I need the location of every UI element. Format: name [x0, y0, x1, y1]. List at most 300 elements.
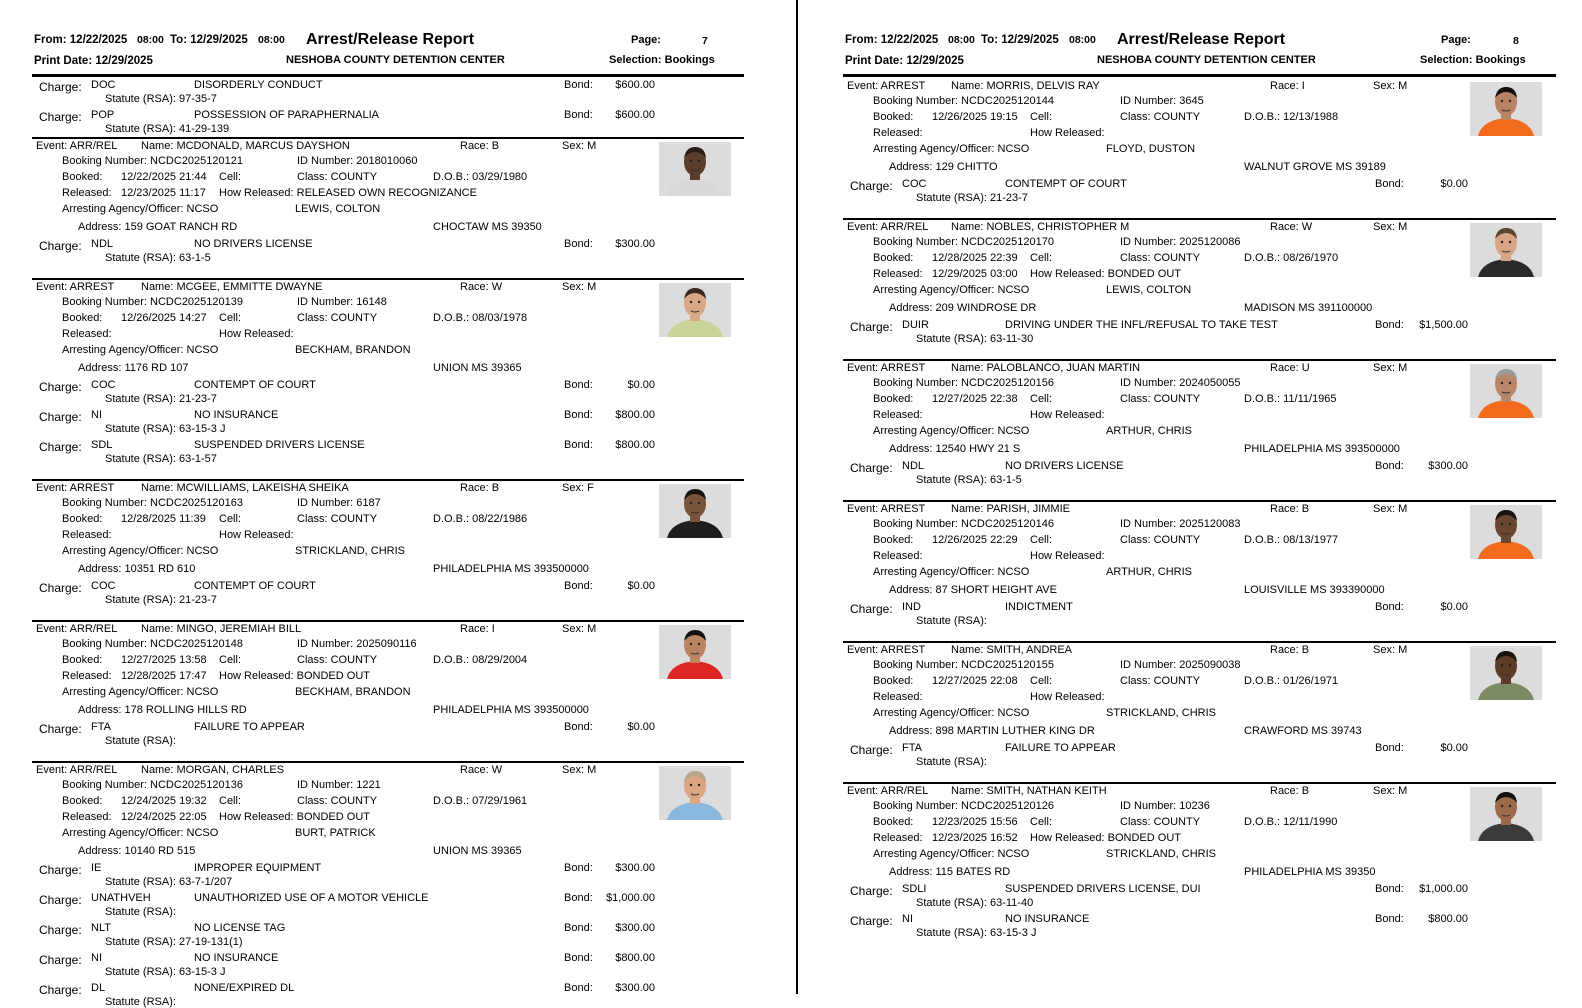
cell: Cell: — [219, 654, 242, 666]
charge-code: DL — [91, 982, 106, 994]
bond-amount: $300.00 — [615, 862, 655, 874]
charge-description: NO DRIVERS LICENSE — [194, 238, 313, 250]
booking-photo — [659, 766, 731, 820]
race: Race: I — [1270, 80, 1305, 92]
how-released: How Released: — [219, 529, 294, 541]
booking-number: Booking Number: NCDC2025120126 — [873, 800, 1054, 812]
report-to-time: 08:00 — [258, 34, 285, 46]
charge-description: NO INSURANCE — [194, 409, 279, 421]
charge-label: Charge: — [39, 380, 82, 394]
arresting-agency: Arresting Agency/Officer: NCSO — [62, 344, 219, 356]
bond-amount: $800.00 — [615, 952, 655, 964]
sex: Sex: F — [562, 482, 594, 494]
charge-description: FAILURE TO APPEAR — [194, 721, 305, 733]
bond-label: Bond: — [564, 862, 593, 874]
how-released: How Released: BONDED OUT — [219, 670, 370, 682]
class: Class: COUNTY — [1120, 816, 1201, 828]
arresting-officer: STRICKLAND, CHRIS — [295, 545, 406, 557]
charge-description: SUSPENDED DRIVERS LICENSE, DUI — [1005, 883, 1201, 895]
id-number: ID Number: 1221 — [297, 779, 381, 791]
arresting-officer: BECKHAM, BRANDON — [295, 344, 411, 356]
cell: Cell: — [219, 171, 242, 183]
record-separator — [843, 359, 1556, 361]
bond-amount: $0.00 — [1440, 601, 1468, 613]
sex: Sex: M — [1373, 644, 1408, 656]
booked-value: 12/28/2025 22:39 — [932, 252, 1018, 264]
print-date: Print Date: 12/29/2025 — [34, 55, 153, 67]
address: Address: 87 SHORT HEIGHT AVE — [889, 584, 1057, 596]
city-state-zip: WALNUT GROVE MS 39189 — [1244, 161, 1386, 173]
inmate-name: Name: MCWILLIAMS, LAKEISHA SHEIKA — [141, 482, 349, 494]
arresting-officer: STRICKLAND, CHRIS — [1106, 707, 1217, 719]
bond-amount: $0.00 — [627, 580, 655, 592]
id-number: ID Number: 2025120083 — [1120, 518, 1241, 530]
statute: Statute (RSA): 63-7-1/207 — [105, 876, 233, 888]
bond-label: Bond: — [1375, 742, 1404, 754]
city-state-zip: PHILADELPHIA MS 393500000 — [433, 704, 589, 716]
event-type: Event: ARR/REL — [847, 785, 929, 797]
charge-code: NI — [91, 409, 102, 421]
inmate-name: Name: MORRIS, DELVIS RAY — [951, 80, 1100, 92]
city-state-zip: CRAWFORD MS 39743 — [1244, 725, 1362, 737]
charge-code: COC — [91, 580, 116, 592]
statute: Statute (RSA): 21-23-7 — [105, 594, 217, 606]
dob: D.O.B.: 12/13/1988 — [1244, 111, 1339, 123]
race: Race: U — [1270, 362, 1310, 374]
charge-description: NO INSURANCE — [1005, 913, 1090, 925]
bond-amount: $0.00 — [627, 379, 655, 391]
bond-label: Bond: — [564, 238, 593, 250]
statute: Statute (RSA): — [105, 996, 176, 1008]
bond-amount: $300.00 — [615, 238, 655, 250]
booked-label: Booked: — [873, 534, 914, 546]
booked-label: Booked: — [873, 252, 914, 264]
charge-code: DUIR — [902, 319, 929, 331]
bond-amount: $800.00 — [1428, 913, 1468, 925]
charge-label: Charge: — [39, 581, 82, 595]
released-value: 12/23/2025 11:17 — [121, 187, 206, 199]
dob: D.O.B.: 01/26/1971 — [1244, 675, 1339, 687]
bond-amount: $800.00 — [615, 409, 655, 421]
booked-label: Booked: — [62, 312, 103, 324]
charge-description: CONTEMPT OF COURT — [1005, 178, 1127, 190]
charge-label: Charge: — [850, 179, 893, 193]
released-label: Released: — [873, 409, 923, 421]
statute: Statute (RSA): 63-1-57 — [105, 453, 217, 465]
id-number: ID Number: 16148 — [297, 296, 387, 308]
page-number: 8 — [1513, 35, 1519, 47]
bond-label: Bond: — [564, 109, 593, 121]
released-value: 12/28/2025 17:47 — [121, 670, 207, 682]
arresting-agency: Arresting Agency/Officer: NCSO — [873, 848, 1030, 860]
booked-value: 12/26/2025 22:29 — [932, 534, 1018, 546]
bond-amount: $1,000.00 — [1419, 883, 1468, 895]
booking-number: Booking Number: NCDC2025120163 — [62, 497, 243, 509]
bond-label: Bond: — [1375, 319, 1404, 331]
record-separator — [843, 500, 1556, 502]
id-number: ID Number: 6187 — [297, 497, 381, 509]
bond-label: Bond: — [564, 379, 593, 391]
charge-label: Charge: — [39, 80, 82, 94]
statute: Statute (RSA): 63-11-30 — [916, 333, 1034, 345]
how-released: How Released: — [219, 328, 294, 340]
event-type: Event: ARR/REL — [36, 623, 118, 635]
city-state-zip: CHOCTAW MS 39350 — [433, 221, 542, 233]
charge-label: Charge: — [39, 863, 82, 877]
city-state-zip: UNION MS 39365 — [433, 845, 522, 857]
charge-description: INDICTMENT — [1005, 601, 1073, 613]
charge-code: IND — [902, 601, 921, 613]
charge-label: Charge: — [850, 461, 893, 475]
booking-number: Booking Number: NCDC2025120148 — [62, 638, 243, 650]
race: Race: W — [460, 281, 503, 293]
booking-photo — [1470, 505, 1542, 559]
dob: D.O.B.: 08/03/1978 — [433, 312, 528, 324]
city-state-zip: MADISON MS 391100000 — [1244, 302, 1373, 314]
booking-photo — [1470, 787, 1542, 841]
race: Race: W — [1270, 221, 1313, 233]
inmate-name: Name: NOBLES, CHRISTOPHER M — [951, 221, 1130, 233]
record-separator — [32, 278, 744, 280]
arresting-agency: Arresting Agency/Officer: NCSO — [873, 707, 1030, 719]
bond-amount: $0.00 — [1440, 178, 1468, 190]
booked-label: Booked: — [873, 111, 914, 123]
page-label: Page: — [631, 34, 661, 46]
booking-number: Booking Number: NCDC2025120170 — [873, 236, 1054, 248]
report-from-time: 08:00 — [137, 34, 164, 46]
statute: Statute (RSA): 21-23-7 — [105, 393, 217, 405]
charge-code: NI — [91, 952, 102, 964]
bond-amount: $800.00 — [615, 439, 655, 451]
city-state-zip: UNION MS 39365 — [433, 362, 522, 374]
arresting-officer: LEWIS, COLTON — [1106, 284, 1192, 296]
bond-label: Bond: — [564, 952, 593, 964]
charge-label: Charge: — [39, 893, 82, 907]
arresting-officer: BECKHAM, BRANDON — [295, 686, 411, 698]
race: Race: I — [460, 623, 495, 635]
cell: Cell: — [219, 312, 242, 324]
booking-number: Booking Number: NCDC2025120156 — [873, 377, 1054, 389]
dob: D.O.B.: 03/29/1980 — [433, 171, 528, 183]
arresting-officer: FLOYD, DUSTON — [1106, 143, 1196, 155]
charge-description: DISORDERLY CONDUCT — [194, 79, 323, 91]
statute: Statute (RSA): 97-35-7 — [105, 93, 217, 105]
event-type: Event: ARR/REL — [847, 221, 929, 233]
facility-name: NESHOBA COUNTY DETENTION CENTER — [286, 54, 505, 66]
id-number: ID Number: 2025090116 — [297, 638, 417, 650]
cell: Cell: — [1030, 675, 1053, 687]
report-from-time: 08:00 — [948, 34, 975, 46]
bond-amount: $300.00 — [615, 982, 655, 994]
arresting-officer: LEWIS, COLTON — [295, 203, 381, 215]
bond-label: Bond: — [1375, 178, 1404, 190]
address: Address: 898 MARTIN LUTHER KING DR — [889, 725, 1095, 737]
dob: D.O.B.: 08/26/1970 — [1244, 252, 1339, 264]
arresting-officer: STRICKLAND, CHRIS — [1106, 848, 1217, 860]
charge-code: COC — [902, 178, 927, 190]
charge-description: SUSPENDED DRIVERS LICENSE — [194, 439, 365, 451]
address: Address: 178 ROLLING HILLS RD — [78, 704, 247, 716]
dob: D.O.B.: 08/29/2004 — [433, 654, 528, 666]
inmate-name: Name: MINGO, JEREMIAH BILL — [141, 623, 302, 635]
cell: Cell: — [219, 513, 242, 525]
charge-code: IE — [91, 862, 102, 874]
address: Address: 209 WINDROSE DR — [889, 302, 1037, 314]
bond-amount: $1,500.00 — [1419, 319, 1468, 331]
statute: Statute (RSA): 63-1-5 — [105, 252, 211, 264]
charge-description: POSSESSION OF PARAPHERNALIA — [194, 109, 380, 121]
released-label: Released: — [62, 187, 112, 199]
id-number: ID Number: 10236 — [1120, 800, 1210, 812]
id-number: ID Number: 3645 — [1120, 95, 1204, 107]
cell: Cell: — [1030, 252, 1053, 264]
booking-photo — [1470, 223, 1542, 277]
class: Class: COUNTY — [1120, 534, 1201, 546]
race: Race: B — [1270, 785, 1310, 797]
charge-label: Charge: — [850, 914, 893, 928]
class: Class: COUNTY — [1120, 675, 1201, 687]
cell: Cell: — [1030, 534, 1053, 546]
event-type: Event: ARREST — [36, 281, 115, 293]
arresting-agency: Arresting Agency/Officer: NCSO — [62, 686, 219, 698]
charge-code: UNATHVEH — [91, 892, 151, 904]
charge-code: FTA — [91, 721, 111, 733]
report-to-date: To: 12/29/2025 — [170, 34, 248, 46]
inmate-name: Name: MCDONALD, MARCUS DAYSHON — [141, 140, 350, 152]
class: Class: COUNTY — [1120, 252, 1201, 264]
bond-amount: $1,000.00 — [606, 892, 655, 904]
address: Address: 115 BATES RD — [889, 866, 1011, 878]
sex: Sex: M — [562, 764, 597, 776]
city-state-zip: PHILADELPHIA MS 39350 — [1244, 866, 1376, 878]
event-type: Event: ARREST — [847, 503, 926, 515]
charge-label: Charge: — [39, 722, 82, 736]
statute: Statute (RSA): — [916, 756, 987, 768]
header-rule — [32, 74, 744, 77]
inmate-name: Name: SMITH, NATHAN KEITH — [951, 785, 1107, 797]
inmate-name: Name: SMITH, ANDREA — [951, 644, 1073, 656]
id-number: ID Number: 2025090038 — [1120, 659, 1241, 671]
booking-number: Booking Number: NCDC2025120146 — [873, 518, 1054, 530]
inmate-name: Name: PALOBLANCO, JUAN MARTIN — [951, 362, 1141, 374]
class: Class: COUNTY — [297, 312, 378, 324]
charge-label: Charge: — [39, 440, 82, 454]
booked-value: 12/23/2025 15:56 — [932, 816, 1018, 828]
id-number: ID Number: 2024050055 — [1120, 377, 1241, 389]
how-released: How Released: BONDED OUT — [1030, 268, 1181, 280]
how-released: How Released: — [1030, 550, 1105, 562]
statute: Statute (RSA): 63-15-3 J — [916, 927, 1037, 939]
class: Class: COUNTY — [297, 795, 378, 807]
event-type: Event: ARREST — [847, 80, 926, 92]
how-released: How Released: RELEASED OWN RECOGNIZANCE — [219, 187, 477, 199]
statute: Statute (RSA): 63-15-3 J — [105, 423, 226, 435]
charge-code: NLT — [91, 922, 111, 934]
inmate-name: Name: MCGEE, EMMITTE DWAYNE — [141, 281, 323, 293]
bond-label: Bond: — [564, 409, 593, 421]
statute: Statute (RSA): 63-1-5 — [916, 474, 1022, 486]
booked-label: Booked: — [873, 816, 914, 828]
charge-description: NO INSURANCE — [194, 952, 279, 964]
id-number: ID Number: 2025120086 — [1120, 236, 1241, 248]
charge-code: COC — [91, 379, 116, 391]
statute: Statute (RSA): 63-11-40 — [916, 897, 1034, 909]
booking-number: Booking Number: NCDC2025120155 — [873, 659, 1054, 671]
booking-photo — [1470, 82, 1542, 136]
header-rule — [843, 74, 1556, 77]
inmate-name: Name: PARISH, JIMMIE — [951, 503, 1070, 515]
released-label: Released: — [62, 529, 112, 541]
statute: Statute (RSA): 21-23-7 — [916, 192, 1028, 204]
bond-label: Bond: — [564, 580, 593, 592]
charge-label: Charge: — [39, 410, 82, 424]
record-separator — [843, 782, 1556, 784]
charge-code: NDL — [902, 460, 925, 472]
arresting-officer: BURT, PATRICK — [295, 827, 376, 839]
sex: Sex: M — [1373, 785, 1408, 797]
city-state-zip: PHILADELPHIA MS 393500000 — [433, 563, 589, 575]
how-released: How Released: BONDED OUT — [219, 811, 370, 823]
arresting-officer: ARTHUR, CHRIS — [1106, 566, 1192, 578]
dob: D.O.B.: 07/29/1961 — [433, 795, 528, 807]
report-from-date: From: 12/22/2025 — [845, 34, 939, 46]
class: Class: COUNTY — [1120, 393, 1201, 405]
bond-label: Bond: — [1375, 913, 1404, 925]
class: Class: COUNTY — [297, 513, 378, 525]
charge-label: Charge: — [850, 320, 893, 334]
booked-value: 12/27/2025 22:38 — [932, 393, 1018, 405]
booked-value: 12/27/2025 13:58 — [121, 654, 207, 666]
cell: Cell: — [1030, 111, 1053, 123]
bond-label: Bond: — [1375, 601, 1404, 613]
address: Address: 10351 RD 610 — [78, 563, 196, 575]
released-value: 12/24/2025 22:05 — [121, 811, 207, 823]
page-label: Page: — [1441, 34, 1471, 46]
record-separator — [843, 641, 1556, 643]
city-state-zip: LOUISVILLE MS 393390000 — [1244, 584, 1385, 596]
booking-photo — [659, 283, 731, 337]
charge-description: IMPROPER EQUIPMENT — [194, 862, 322, 874]
charge-code: POP — [91, 109, 115, 121]
dob: D.O.B.: 08/13/1977 — [1244, 534, 1339, 546]
statute: Statute (RSA): 63-15-3 J — [105, 966, 226, 978]
bond-label: Bond: — [1375, 883, 1404, 895]
released-label: Released: — [62, 328, 112, 340]
booked-label: Booked: — [873, 675, 914, 687]
charge-description: DRIVING UNDER THE INFL/REFUSAL TO TAKE TEST — [1005, 319, 1278, 331]
print-date: Print Date: 12/29/2025 — [845, 55, 964, 67]
released-label: Released: — [873, 268, 923, 280]
event-type: Event: ARREST — [36, 482, 115, 494]
booking-number: Booking Number: NCDC2025120144 — [873, 95, 1054, 107]
event-type: Event: ARREST — [847, 644, 926, 656]
released-label: Released: — [62, 670, 112, 682]
sex: Sex: M — [1373, 221, 1408, 233]
sex: Sex: M — [1373, 503, 1408, 515]
bond-amount: $300.00 — [1428, 460, 1468, 472]
bond-label: Bond: — [564, 922, 593, 934]
booking-photo — [1470, 646, 1542, 700]
charge-code: SDL — [91, 439, 113, 451]
dob: D.O.B.: 12/11/1990 — [1244, 816, 1338, 828]
booked-label: Booked: — [62, 171, 103, 183]
record-separator — [32, 620, 744, 622]
report-to-date: To: 12/29/2025 — [981, 34, 1059, 46]
statute: Statute (RSA): 27-19-131(1) — [105, 936, 243, 948]
arresting-agency: Arresting Agency/Officer: NCSO — [873, 566, 1030, 578]
record-separator — [32, 137, 744, 139]
id-number: ID Number: 2018010060 — [297, 155, 418, 167]
report-title: Arrest/Release Report — [1117, 31, 1286, 48]
cell: Cell: — [1030, 816, 1053, 828]
booked-value: 12/26/2025 19:15 — [932, 111, 1018, 123]
bond-label: Bond: — [564, 721, 593, 733]
bond-label: Bond: — [564, 892, 593, 904]
race: Race: B — [460, 140, 500, 152]
charge-description: NO DRIVERS LICENSE — [1005, 460, 1124, 472]
booking-number: Booking Number: NCDC2025120136 — [62, 779, 243, 791]
class: Class: COUNTY — [1120, 111, 1201, 123]
arresting-agency: Arresting Agency/Officer: NCSO — [873, 425, 1030, 437]
charge-label: Charge: — [39, 923, 82, 937]
sex: Sex: M — [1373, 362, 1408, 374]
released-value: 12/23/2025 16:52 — [932, 832, 1018, 844]
charge-code: NI — [902, 913, 913, 925]
booked-value: 12/24/2025 19:32 — [121, 795, 207, 807]
report-from-date: From: 12/22/2025 — [34, 34, 128, 46]
race: Race: B — [460, 482, 500, 494]
record-separator — [32, 479, 744, 481]
charge-description: FAILURE TO APPEAR — [1005, 742, 1116, 754]
city-state-zip: PHILADELPHIA MS 393500000 — [1244, 443, 1400, 455]
how-released: How Released: — [1030, 409, 1105, 421]
booking-number: Booking Number: NCDC2025120121 — [62, 155, 243, 167]
charge-description: CONTEMPT OF COURT — [194, 379, 316, 391]
cell: Cell: — [1030, 393, 1053, 405]
booked-value: 12/22/2025 21:44 — [121, 171, 207, 183]
charge-code: NDL — [91, 238, 114, 250]
booking-photo — [659, 484, 731, 538]
address: Address: 129 CHITTO — [889, 161, 998, 173]
booking-photo — [659, 625, 731, 679]
how-released: How Released: BONDED OUT — [1030, 832, 1181, 844]
released-label: Released: — [873, 550, 923, 562]
sex: Sex: M — [562, 140, 597, 152]
charge-label: Charge: — [39, 239, 82, 253]
booked-label: Booked: — [873, 393, 914, 405]
race: Race: W — [460, 764, 503, 776]
charge-description: NO LICENSE TAG — [194, 922, 286, 934]
bond-amount: $300.00 — [615, 922, 655, 934]
report-page-8 — [800, 0, 1582, 994]
charge-code: FTA — [902, 742, 922, 754]
bond-amount: $0.00 — [1440, 742, 1468, 754]
statute: Statute (RSA): 41-29-139 — [105, 123, 230, 135]
report-title: Arrest/Release Report — [306, 31, 475, 48]
sex: Sex: M — [562, 623, 597, 635]
class: Class: COUNTY — [297, 171, 378, 183]
event-type: Event: ARR/REL — [36, 140, 118, 152]
class: Class: COUNTY — [297, 654, 378, 666]
dob: D.O.B.: 11/11/1965 — [1244, 393, 1337, 405]
how-released: How Released: — [1030, 127, 1105, 139]
report-to-time: 08:00 — [1069, 34, 1096, 46]
bond-label: Bond: — [1375, 460, 1404, 472]
charge-label: Charge: — [39, 983, 82, 997]
booked-label: Booked: — [62, 795, 103, 807]
booked-label: Booked: — [62, 654, 103, 666]
selection: Selection: Bookings — [1420, 54, 1526, 66]
